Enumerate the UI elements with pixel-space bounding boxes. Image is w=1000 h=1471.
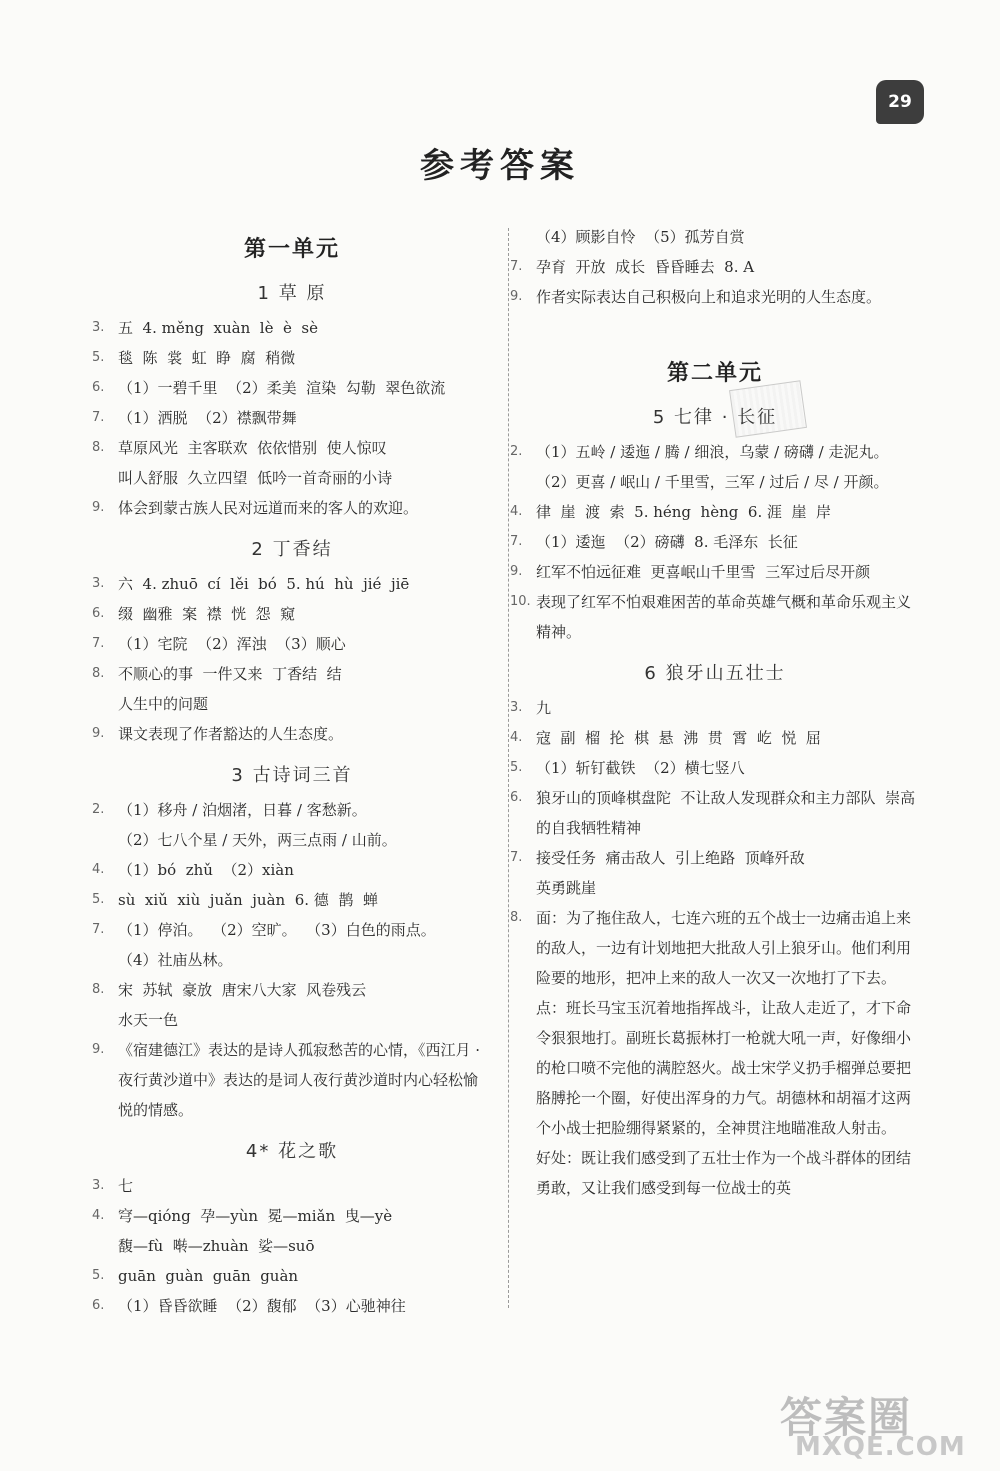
left-column	[92, 222, 492, 1321]
answer-row: 5. （1）斩钉截铁 （2）横七竖八	[510, 759, 745, 777]
right-column	[510, 222, 920, 1203]
unit-heading: 第二单元	[666, 361, 763, 386]
answer-row: 6. （1）一碧千里 （2）柔美 渲染 勾勒 翠色欲流	[92, 379, 446, 397]
answer-continuation: 好处：既让我们感受到了五壮士作为一个战斗群体的团结勇敢，又让我们感受到每一位战士的英	[536, 1149, 912, 1197]
answer-row: 4. 寇 副 榴 抡 棋 悬 沸 贯 霄 屹 悦 屈	[510, 729, 821, 747]
answer-continuation: （2）更喜 / 岷山 / 千里雪，三军 / 过后 / 尽 / 开颜。	[536, 473, 889, 491]
lesson-answers	[92, 795, 492, 1125]
answer-row: 8. 不顺心的事 一件又来 丁香结 结	[92, 665, 342, 683]
answer-row: 7. （1）洒脱 （2）襟飘带舞	[92, 409, 297, 427]
watermark-url: MXQE.COM	[795, 1432, 966, 1462]
answer-continuation: 叫人舒服 久立四望 低吟一首奇丽的小诗	[118, 469, 393, 487]
answer-row: 5. 毯 陈 裳 虹 睁 腐 稍微	[92, 349, 296, 367]
answer-row: 4. 穹—qióng 孕—yùn 冕—miǎn 曳—yè	[92, 1207, 393, 1225]
lesson-title: 2 丁香结	[251, 539, 333, 560]
answer-row: 6. 缀 幽雅 案 襟 恍 怨 窥	[92, 605, 296, 623]
lesson-title: 1 草 原	[257, 283, 327, 304]
answer-row: 5. guān guàn guān guàn	[92, 1267, 299, 1285]
lesson-answers	[510, 437, 920, 647]
answer-row: 2. （1）移舟 / 泊烟渚，日暮 / 客愁新。	[92, 801, 367, 819]
answer-continuation: 人生中的问题	[118, 695, 209, 713]
answer-continuation: 水天一色	[118, 1011, 179, 1029]
lesson-title: 3 古诗词三首	[231, 765, 353, 786]
answer-row: 7. （1）逶迤 （2）磅礴 8. 毛泽东 长征	[510, 533, 798, 551]
answer-row: 9. 《宿建德江》表达的是诗人孤寂愁苦的心情，《西江月 · 夜行黄沙道中》表达的是词人夜行黄沙道时内心轻松愉悦的情感。	[92, 1041, 485, 1119]
lesson-answers	[510, 693, 920, 1203]
answer-row: 2. （1）五岭 / 逶迤 / 腾 / 细浪，乌蒙 / 磅礴 / 走泥丸。	[510, 443, 889, 461]
answer-row: 7. （1）宅院 （2）浑浊 （3）顺心	[92, 635, 346, 653]
answer-row: 3. 五 4. měng xuàn lè è sè	[92, 319, 318, 337]
answer-row: 9. 课文表现了作者豁达的人生态度。	[92, 725, 344, 743]
answer-row: 3. 六 4. zhuō cí lěi bó 5. hú hù jié jiē	[92, 575, 410, 593]
answer-continuation: （4）社庙丛林。	[118, 951, 233, 969]
answer-continuation: 英勇跳崖	[536, 879, 597, 897]
answer-row: 9. 作者实际表达自己积极向上和追求光明的人生态度。	[510, 288, 882, 306]
lesson-answers	[92, 313, 492, 523]
answer-row: 7. 接受任务 痛击敌人 引上绝路 顶峰歼敌	[510, 849, 805, 867]
answer-row: 3. 七	[92, 1177, 134, 1195]
answer-row: 9. 红军不怕远征难 更喜岷山千里雪 三军过后尽开颜	[510, 563, 871, 581]
answer-continuation: （4）顾影自怜 （5）孤芳自赏	[536, 228, 745, 246]
answer-row: 10. 表现了红军不怕艰难困苦的革命英雄气概和革命乐观主义精神。	[510, 593, 912, 641]
watermark-logo: 答案圈	[780, 1393, 913, 1442]
answer-row: 4. 律 崖 渡 索 5. héng hèng 6. 涯 崖 岸	[510, 503, 832, 521]
page-number-badge: 29	[876, 80, 924, 124]
answer-row: 5. sù xiǔ xiù juǎn juàn 6. 德 鹊 蝉	[92, 891, 378, 909]
lesson-answers	[92, 1171, 492, 1321]
answer-row: 8. 草原风光 主客联欢 依依惜别 使人惊叹	[92, 439, 387, 457]
answer-row: 8. 面：为了拖住敌人，七连六班的五个战士一边痛击追上来的敌人，一边有计划地把大批敌人引上狼牙山。他们利用险要的地形，把冲上来的敌人一次又一次地打了下去。 点：班长马宝玉沉着地指挥战斗，让敌人走近了，才下命令狠狠地打。副班长葛振林打一枪就大吼一声，好像细小的枪口喷不完他的满腔怒火。战士宋学义扔手榴弹总要把胳膊抡一个圈，好使出浑身的力气。胡德林和胡福才这两个小战士把脸绷得紧紧的，全神贯注地瞄准敌人射击。	[510, 909, 912, 1137]
answer-row: 9. 体会到蒙古族人民对远道而来的客人的欢迎。	[92, 499, 419, 517]
answer-row: 4. （1）bó zhǔ （2）xiàn	[92, 861, 294, 879]
answer-row: 7. （1）停泊。 （2）空旷。 （3）白色的雨点。	[92, 921, 436, 939]
unit-heading: 第一单元	[243, 237, 340, 262]
answer-row: 6. （1）昏昏欲睡 （2）馥郁 （3）心驰神往	[92, 1297, 406, 1315]
answer-row: 7. 孕育 开放 成长 昏昏睡去 8. A	[510, 258, 755, 276]
answer-continuation: （2）七八个星 / 天外，两三点雨 / 山前。	[118, 831, 397, 849]
lesson-title: 6 狼牙山五壮士	[644, 663, 786, 684]
lesson-answers	[92, 569, 492, 749]
lesson-title: 5 七律 · 长征	[652, 407, 778, 428]
column-divider	[508, 228, 509, 1308]
page-title: 参考答案	[420, 146, 580, 186]
answer-row: 6. 狼牙山的顶峰棋盘陀 不让敌人发现群众和主力部队 崇高的自我牺牲精神	[510, 789, 916, 837]
answer-row: 3. 九	[510, 699, 552, 717]
answer-continuation: 馥—fù 啭—zhuàn 娑—suō	[118, 1237, 315, 1255]
answer-row: 8. 宋 苏轼 豪放 唐宋八大家 风卷残云	[92, 981, 367, 999]
lesson-title: 4* 花之歌	[245, 1141, 339, 1162]
